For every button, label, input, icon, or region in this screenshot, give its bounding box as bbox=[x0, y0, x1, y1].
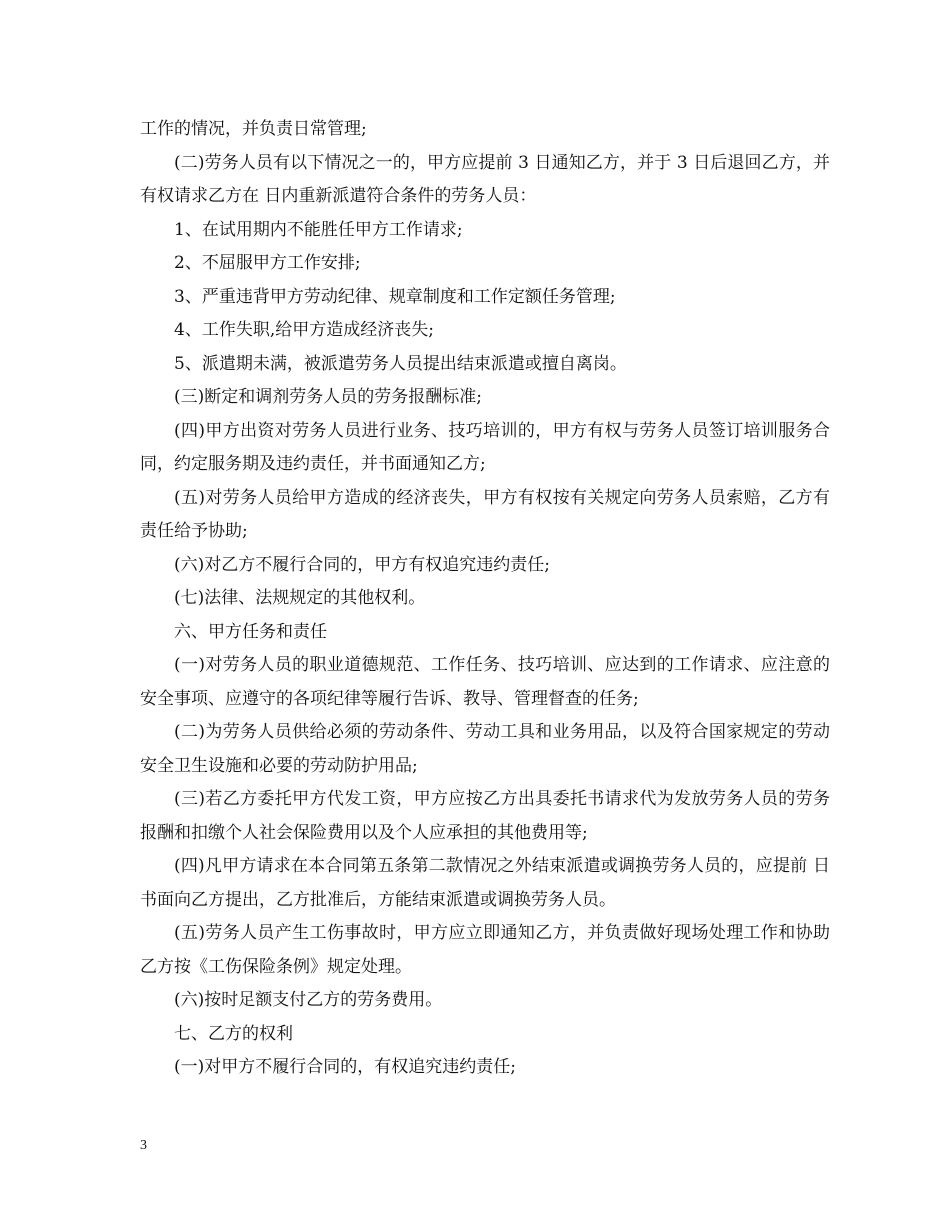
paragraph: (五)对劳务人员给甲方造成的经济丧失，甲方有权按有关规定向劳务人员索赔，乙方有责任给予协助; bbox=[140, 487, 830, 541]
document-body bbox=[140, 113, 830, 1085]
paragraph: (五)劳务人员产生工伤事故时，甲方应立即通知乙方，并负责做好现场处理工作和协助乙方按《工伤保险条例》规定处理。 bbox=[140, 923, 830, 977]
paragraph: 工作的情况，并负责日常管理; bbox=[140, 119, 367, 139]
list-item: 1、在试用期内不能胜任甲方工作请求; bbox=[174, 219, 463, 240]
page-number: 3 bbox=[140, 1138, 147, 1153]
section-heading: 七、乙方的权利 bbox=[174, 1023, 293, 1044]
list-item: 5、派遣期未满，被派遣劳务人员提出结束派遣或擅自离岗。 bbox=[174, 353, 627, 374]
list-item: 3、严重违背甲方劳动纪律、规章制度和工作定额任务管理; bbox=[174, 286, 616, 307]
paragraph: (七)法律、法规规定的其他权利。 bbox=[174, 588, 426, 608]
paragraph: (二)劳务人员有以下情况之一的，甲方应提前 3 日通知乙方，并于 3 日后退回乙方，并有权请求乙方在 日内重新派遣符合条件的劳务人员： bbox=[140, 152, 830, 206]
paragraph: (三)若乙方委托甲方代发工资，甲方应按乙方出具委托书请求代为发放劳务人员的劳务报酬和扣缴个人社会保险费用以及个人应承担的其他费用等; bbox=[140, 789, 830, 843]
paragraph: (三)断定和调剂劳务人员的劳务报酬标准; bbox=[174, 387, 482, 407]
paragraph: (一)对甲方不履行合同的，有权追究违约责任; bbox=[174, 1057, 516, 1077]
paragraph: (二)为劳务人员供给必须的劳动条件、劳动工具和业务用品，以及符合国家规定的劳动安全卫生设施和必要的劳动防护用品; bbox=[140, 722, 830, 776]
list-item: 2、不屈服甲方工作安排; bbox=[174, 253, 361, 273]
list-item: 4、工作失职,给甲方造成经济丧失; bbox=[174, 320, 434, 340]
paragraph: (六)按时足额支付乙方的劳务费用。 bbox=[174, 990, 443, 1010]
paragraph: (四)甲方出资对劳务人员进行业务、技巧培训的，甲方有权与劳务人员签订培训服务合同，约定服务期及违约责任，并书面通知乙方; bbox=[140, 420, 830, 474]
paragraph: (六)对乙方不履行合同的，甲方有权追究违约责任; bbox=[174, 554, 550, 575]
paragraph: (四)凡甲方请求在本合同第五条第二款情况之外结束派遣或调换劳务人员的，应提前 日书面向乙方提出，乙方批准后，方能结束派遣或调换劳务人员。 bbox=[140, 856, 830, 910]
section-heading: 六、甲方任务和责任 bbox=[174, 621, 327, 642]
paragraph: (一)对劳务人员的职业道德规范、工作任务、技巧培训、应达到的工作请求、应注意的安全事项、应遵守的各项纪律等履行告诉、教导、管理督查的任务; bbox=[140, 655, 830, 709]
